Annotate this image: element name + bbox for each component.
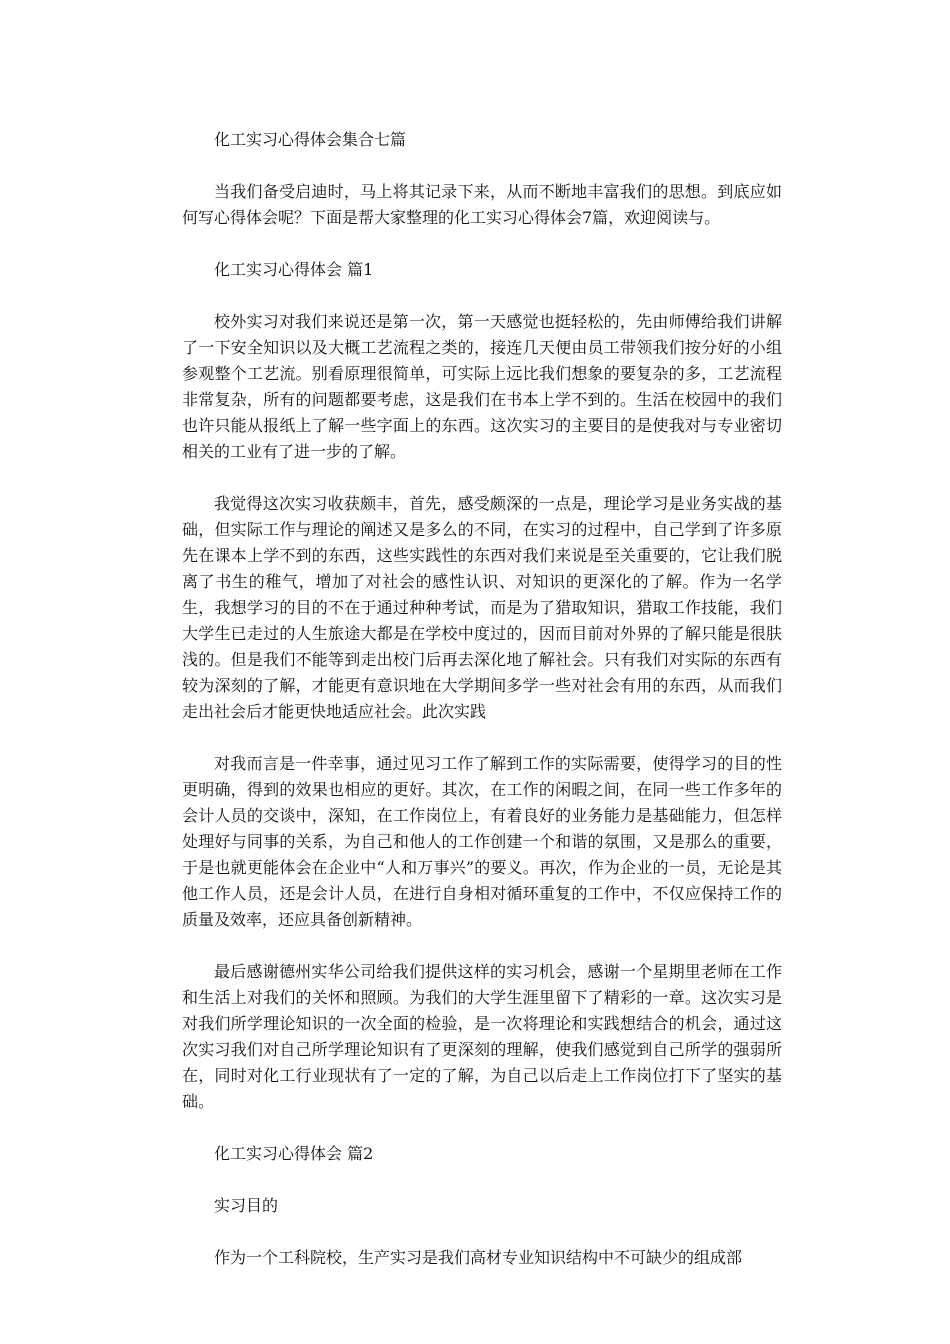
intro-paragraph: 当我们备受启迪时，马上将其记录下来，从而不断地丰富我们的思想。到底应如何写心得体会呢？下面是帮大家整理的化工实习心得体会7篇，欢迎阅读与。 [182, 182, 782, 227]
section-1-heading: 化工实习心得体会 篇1 [214, 260, 374, 279]
document-title: 化工实习心得体会集合七篇 [214, 130, 407, 149]
section-1-paragraph-1: 校外实习对我们来说还是第一次，第一天感觉也挺轻松的，先由师傅给我们讲解了一下安全知识以及大概工艺流程之类的，接连几天便由员工带领我们按分好的小组参观整个工艺流。别看原理很简单，可实际上远比我们想象的要复杂的多，工艺流程非常复杂，所有的问题都要考虑，这是我们在书本上学不到的。生活在校园中的我们也许只能从报纸上了解一些字面上的东西。这次实习的主要目的是使我对与专业密切相关的工业有了进一步的了解。 [182, 312, 782, 461]
section-1-paragraph-3: 对我而言是一件幸事，通过见习工作了解到工作的实际需要，使得学习的目的性更明确，得到的效果也相应的更好。其次，在工作的闲暇之间，在同一些工作多年的会计人员的交谈中，深知，在工作岗位上，有着良好的业务能力是基础能力，但怎样处理好与同事的关系，为自己和他人的工作创建一个和谐的氛围，又是那么的重要，于是也就更能体会在企业中“人和万事兴”的要义。再次，作为企业的一员，无论是其他工作人员，还是会计人员，在进行自身相对循环重复的工作中，不仅应保持工作的质量及效率，还应具备创新精神。 [182, 754, 782, 929]
section-2-heading: 化工实习心得体会 篇2 [214, 1144, 374, 1163]
section-1-paragraph-4: 最后感谢德州实华公司给我们提供这样的实习机会，感谢一个星期里老师在工作和生活上对我们的关怀和照顾。为我们的大学生涯里留下了精彩的一章。这次实习是对我们所学理论知识的一次全面的检验，是一次将理论和实践想结合的机会，通过这次实习我们对自己所学理论知识有了更深刻的理解，使我们感觉到自己所学的强弱所在，同时对化工行业现状有了一定的了解，为自己以后走上工作岗位打下了坚实的基础。 [182, 962, 782, 1111]
section-2-paragraph-1: 作为一个工科院校，生产实习是我们高材专业知识结构中不可缺少的组成部 [214, 1248, 743, 1267]
section-1-paragraph-2: 我觉得这次实习收获颇丰，首先，感受颇深的一点是，理论学习是业务实战的基础，但实际工作与理论的阐述又是多么的不同，在实习的过程中，自己学到了许多原先在课本上学不到的东西，这些实践性的东西对我们来说是至关重要的，它让我们脱离了书生的稚气，增加了对社会的感性认识、对知识的更深化的了解。作为一名学生，我想学习的目的不在于通过种种考试，而是为了猎取知识，猎取工作技能，我们大学生已走过的人生旅途大都是在学校中度过的，因而目前对外界的了解只能是很肤浅的。但是我们不能等到走出校门后再去深化地了解社会。只有我们对实际的东西有较为深刻的了解，才能更有意识地在大学期间多学一些对社会有用的东西，从而我们走出社会后才能更快地适应社会。此次实践 [182, 494, 782, 721]
document-body [182, 127, 782, 1271]
section-2-subheading: 实习目的 [214, 1196, 279, 1215]
